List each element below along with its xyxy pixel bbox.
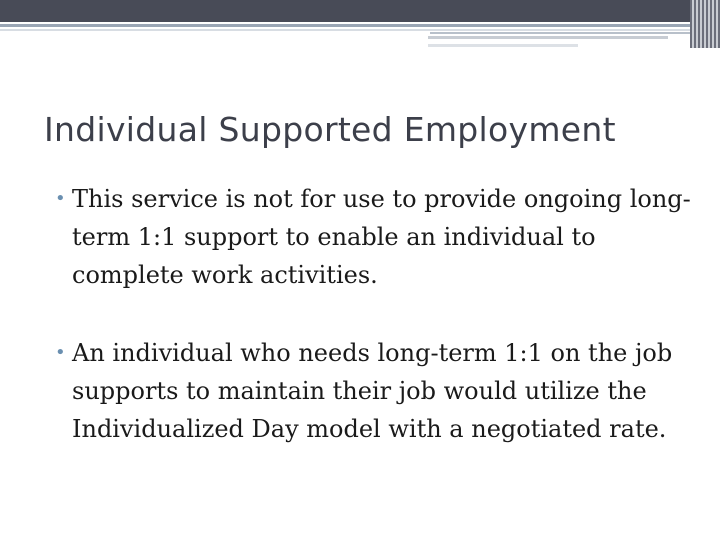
header-bar bbox=[0, 0, 720, 22]
slide-title: Individual Supported Employment bbox=[44, 110, 616, 149]
header-stripe bbox=[430, 32, 690, 34]
bullet-marker: • bbox=[55, 342, 66, 363]
bullet-list bbox=[55, 180, 705, 488]
header-stripe bbox=[428, 36, 668, 39]
header-stripe bbox=[0, 29, 690, 31]
header-bar-texture bbox=[690, 0, 720, 48]
bullet-text: This service is not for use to provide ongoing long-term 1:1 support to enable an individual to complete work activities. bbox=[72, 185, 691, 289]
bullet-item bbox=[55, 334, 705, 448]
header-stripe bbox=[428, 44, 578, 47]
bullet-item bbox=[55, 180, 705, 294]
header-stripe bbox=[0, 24, 690, 27]
bullet-text: An individual who needs long-term 1:1 on the job supports to maintain their job would utilize the Individualized Day model with a negotiated rate. bbox=[72, 339, 673, 443]
bullet-marker: • bbox=[55, 188, 66, 209]
